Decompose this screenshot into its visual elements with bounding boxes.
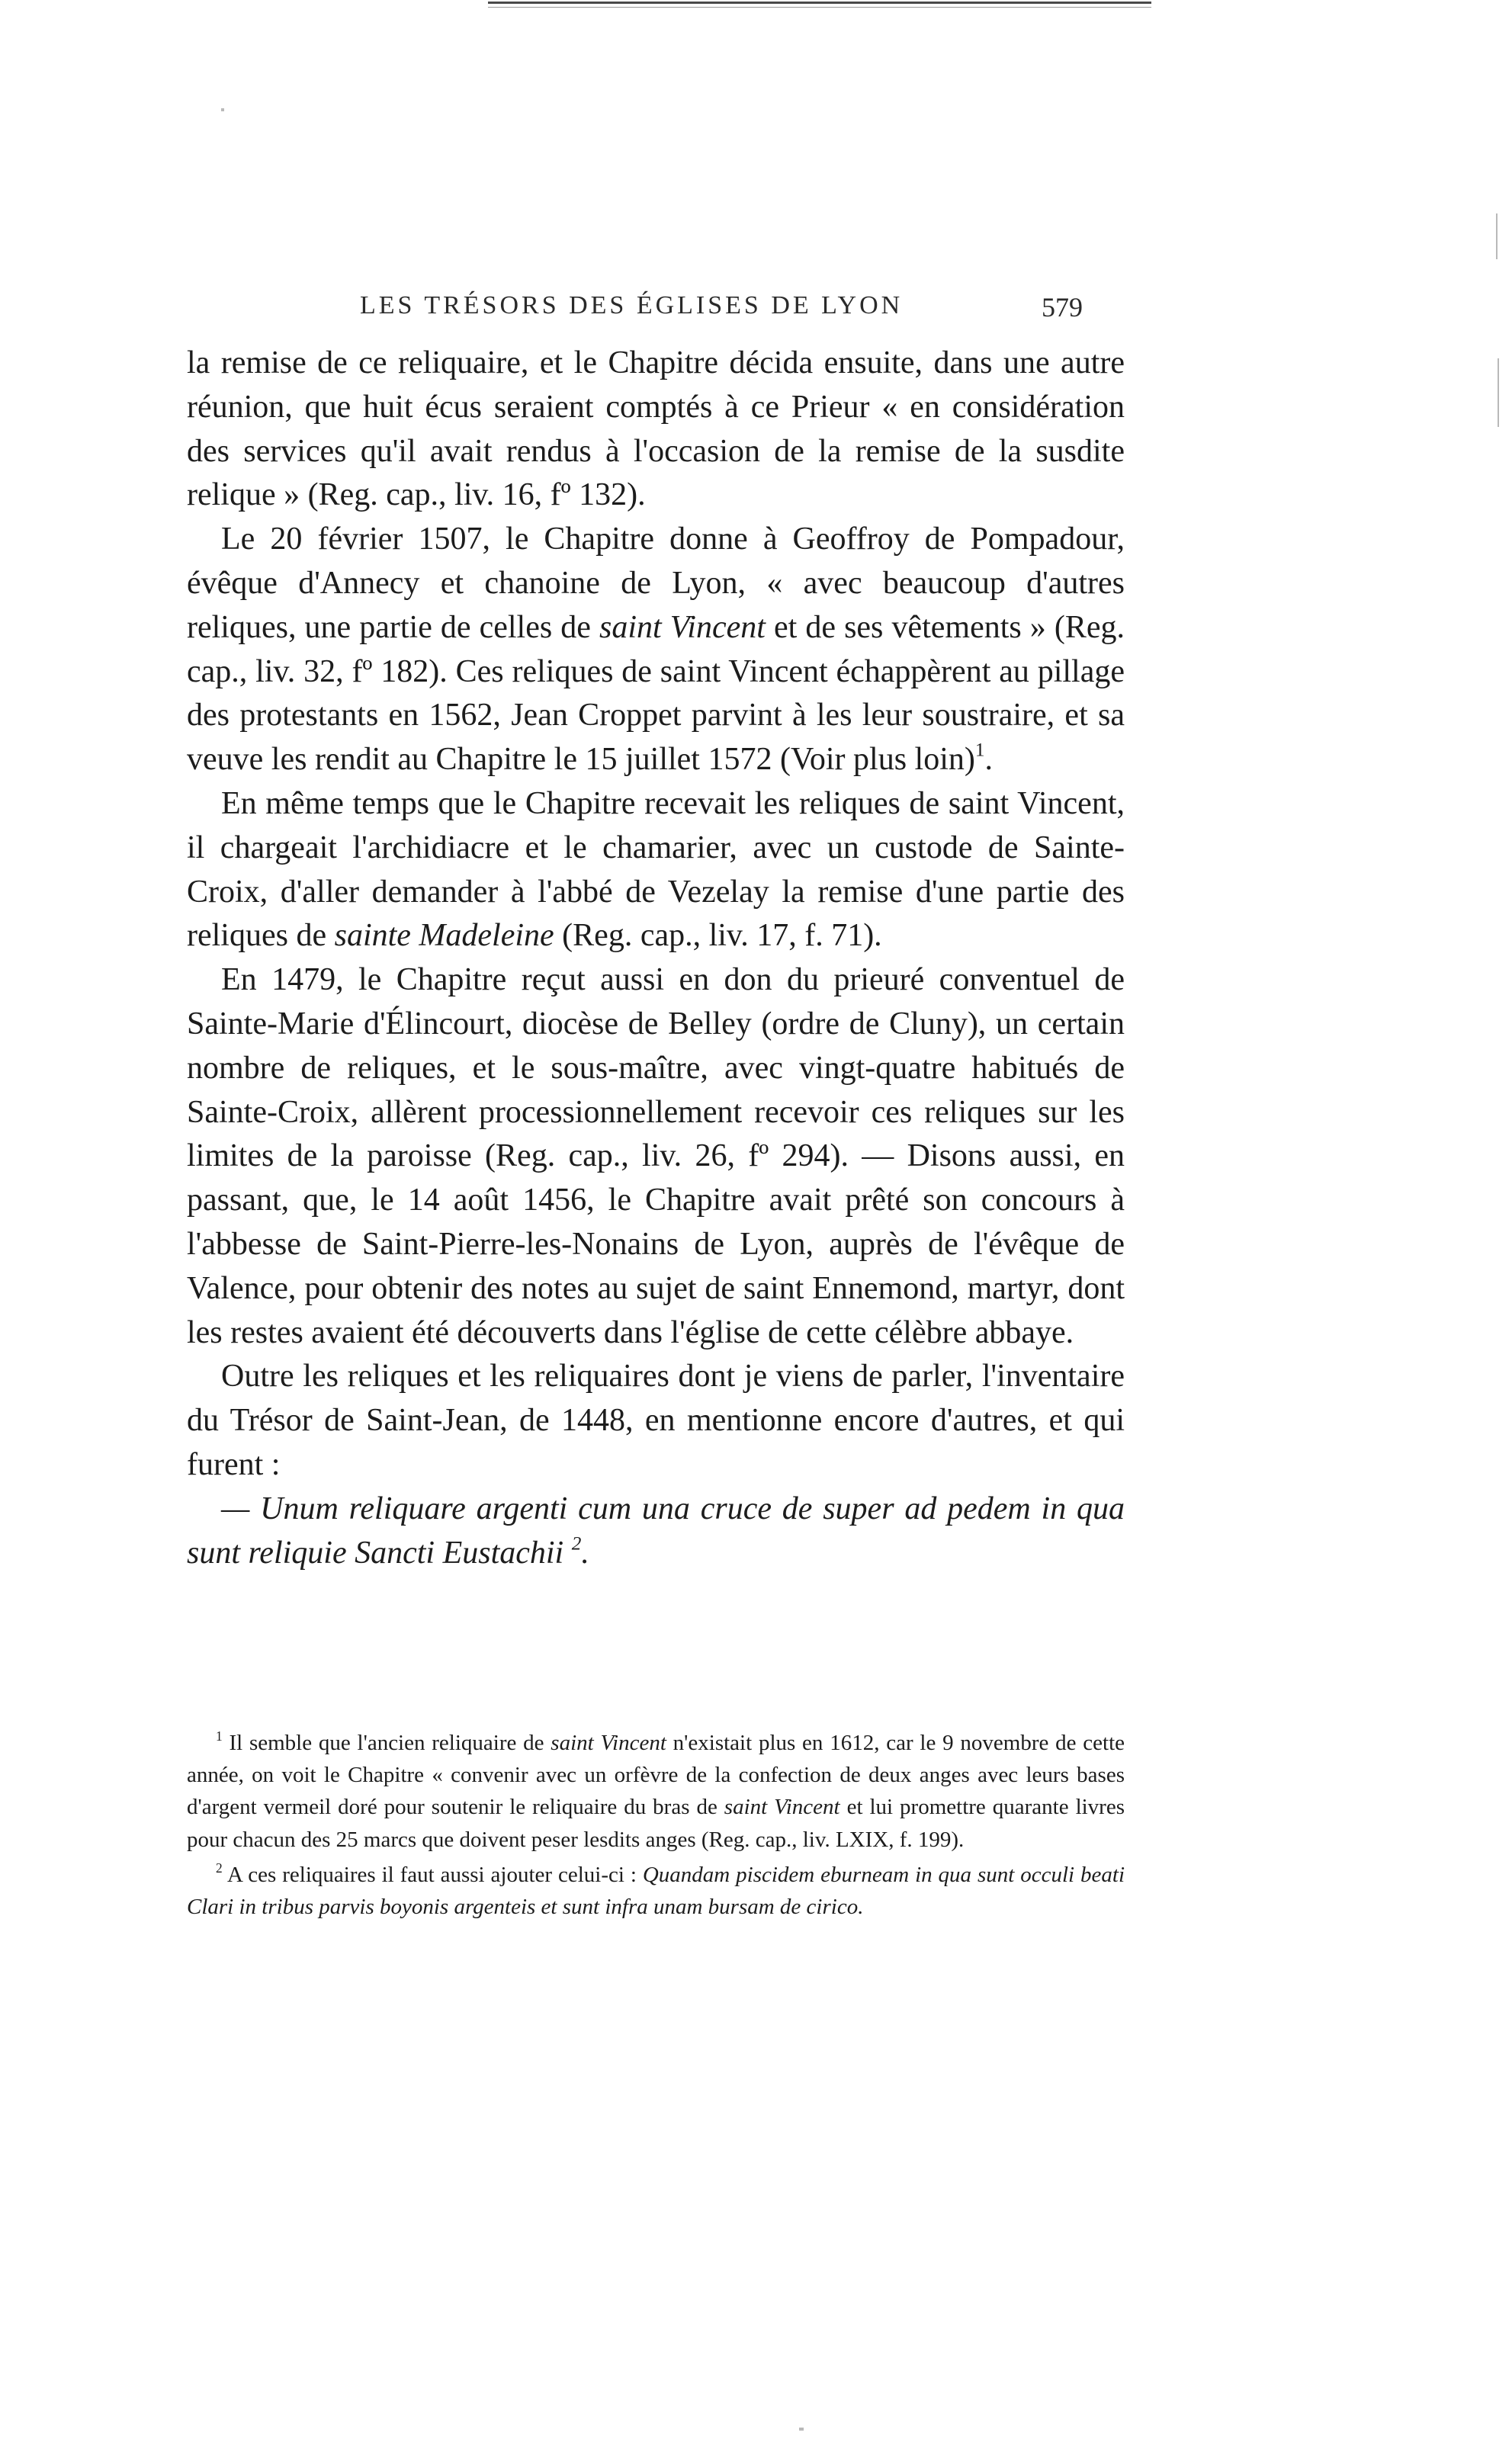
- scan-speck: [1498, 358, 1499, 427]
- footnote-1-italic-b: saint Vincent: [724, 1795, 840, 1820]
- footnote-ref-1: 1: [974, 740, 985, 761]
- footnotes: [187, 1727, 1125, 1923]
- footnote-2-text-a: A ces reliquaires il faut aussi ajouter celui-ci :: [222, 1862, 643, 1887]
- footnote-ref-2: 2: [571, 1532, 582, 1554]
- paragraph-2-italic-saint-vincent: saint Vincent: [599, 609, 766, 645]
- footnote-2-italic: Quandam piscidem eburneam in qua sunt occuli beati Clari in tribus parvis boyonis argenteis et sunt infra unam bursam de cirico.: [187, 1862, 1125, 1920]
- latin-quote-text: — Unum reliquare argenti cum una cruce de super ad pedem in qua sunt reliquie Sancti Eustachii: [187, 1491, 1125, 1571]
- top-rule-secondary: [488, 7, 1151, 8]
- running-title: LES TRÉSORS DES ÉGLISES DE LYON: [360, 291, 904, 319]
- body-text: [187, 342, 1125, 1575]
- paragraph-3-italic-sainte-madeleine: sainte Madeleine: [334, 918, 554, 954]
- footnote-2-number: 2: [216, 1860, 223, 1876]
- page-number: 579: [1042, 292, 1083, 323]
- footnote-1-text-e: et lui promettre quarante livres pour chacun des 25 marcs que doivent peser lesdits anges (Reg. cap., liv. LXIX, f. 199).: [187, 1795, 1125, 1852]
- scan-speck: [1496, 213, 1498, 259]
- footnote-2: [187, 1859, 1125, 1923]
- paragraph-4: En 1479, le Chapitre reçut aussi en don du prieuré conventuel de Sainte-Marie d'Élincourt, diocèse de Belley (ordre de Cluny), un certain nombre de reliques, et le sous-maître, avec vingt-quatre habitués de Sainte-Croix, allèrent processionnellement recevoir ces reliques sur les limites de la paroisse (Reg. cap., liv. 26, fº 294). — Disons aussi, en passant, que, le 14 août 1456, le Chapitre avait prêté son concours à l'abbesse de Saint-Pierre-les-Nonains de Lyon, auprès de l'évêque de Valence, pour obtenir des notes au sujet de saint Ennemond, martyr, dont les restes avaient été découverts dans l'église de cette célèbre abbaye.: [187, 962, 1125, 1350]
- paragraph-3-text-a: En même temps que le Chapitre recevait les reliques de saint Vincent, il chargeait l'archidiacre et le chamarier, avec un custode de Sainte-Croix, d'aller demander à l'abbé de Vezelay la remise d'une partie des reliques de: [187, 785, 1125, 954]
- latin-quote-end: .: [581, 1535, 589, 1571]
- scan-speck: [221, 108, 224, 111]
- footnote-1-number: 1: [216, 1728, 223, 1744]
- scan-speck: [799, 2428, 804, 2431]
- paragraph-2-text-a: Le 20 février 1507, le Chapitre donne à Geoffroy de Pompadour, évêque d'Annecy et chanoine de Lyon, « avec beaucoup d'autres reliques, une partie de celles de: [187, 521, 1125, 645]
- paragraph-2-text-c: et de ses vêtements » (Reg. cap., liv. 32, fº 182). Ces reliques de saint Vincent échappèrent au pillage des protestants en 1562, Jean Croppet parvint à les leur soustraire, et sa veuve les rendit au Chapitre le 15 juillet 1572 (Voir plus loin): [187, 609, 1125, 778]
- footnote-1: [187, 1727, 1125, 1856]
- top-rule: [488, 2, 1151, 4]
- running-head: [360, 291, 1083, 329]
- footnote-1-italic-a: saint Vincent: [551, 1731, 666, 1755]
- paragraph-3-text-c: (Reg. cap., liv. 17, f. 71).: [554, 918, 882, 954]
- paragraph-5: Outre les reliques et les reliquaires dont je viens de parler, l'inventaire du Trésor de Saint-Jean, de 1448, en mentionne encore d'autres, et qui furent :: [187, 1359, 1125, 1482]
- paragraph-3: [187, 782, 1125, 958]
- paragraph-2: [187, 518, 1125, 782]
- footnote-1-text-a: Il semble que l'ancien reliquaire de: [222, 1731, 551, 1755]
- paragraph-2-text-d: .: [984, 742, 993, 778]
- footnote-1-text-c: n'existait plus en 1612, car le 9 novembre de cette année, on voit le Chapitre « convenir avec un orfèvre de la confection de deux anges avec leurs bases d'argent vermeil doré pour soutenir le reliquaire du bras de: [187, 1731, 1125, 1820]
- paragraph-1: la remise de ce reliquaire, et le Chapitre décida ensuite, dans une autre réunion, que huit écus seraient comptés à ce Prieur « en considération des services qu'il avait rendus à l'occasion de la remise de la susdite relique » (Reg. cap., liv. 16, fº 132).: [187, 345, 1125, 513]
- latin-quote: [187, 1487, 1125, 1576]
